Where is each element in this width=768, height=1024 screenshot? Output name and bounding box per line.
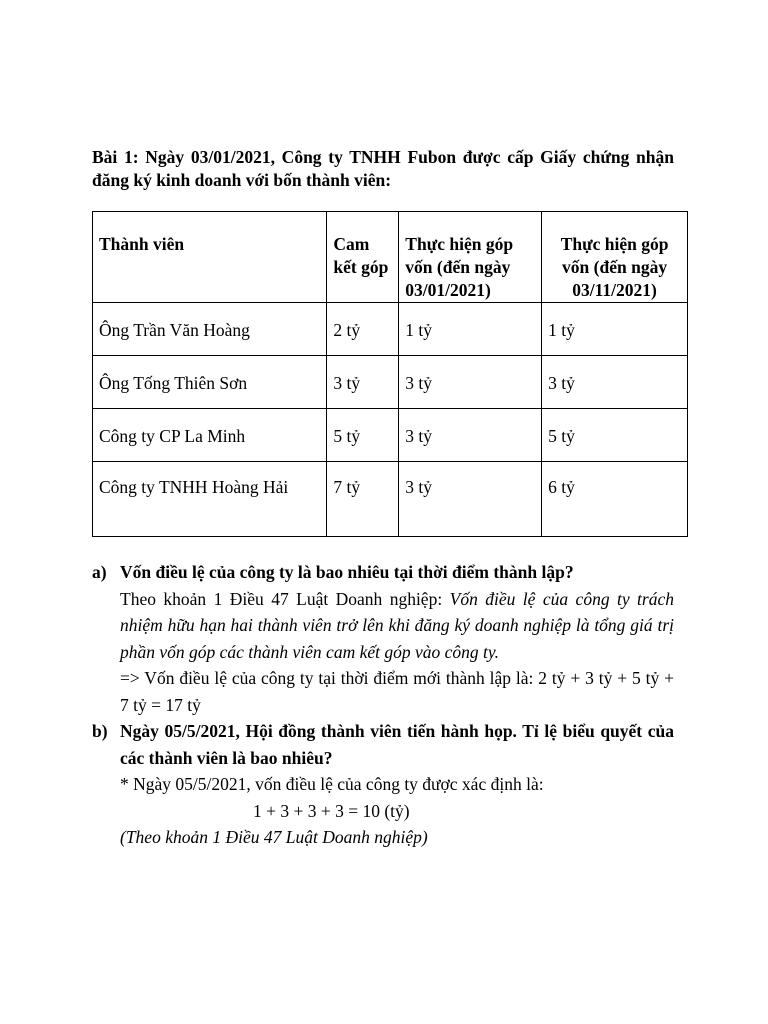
citation-paragraph bbox=[120, 586, 674, 666]
question-text: Ngày 05/5/2021, Hội đồng thành viên tiến hành họp. Tỉ lệ biểu quyết của các thành viên là bao nhiêu? bbox=[120, 721, 674, 768]
header-member: Thành viên bbox=[93, 212, 327, 303]
cell-contributed-jan: 3 tỷ bbox=[399, 356, 542, 409]
question-marker: a) bbox=[92, 562, 107, 582]
cell-committed: 7 tỷ bbox=[327, 462, 399, 537]
cell-member: Công ty TNHH Hoàng Hải bbox=[93, 462, 327, 537]
document-page bbox=[92, 146, 674, 851]
cell-committed: 2 tỷ bbox=[327, 303, 399, 356]
equation-text: 1 + 3 + 3 + 3 = 10 (tỷ) bbox=[253, 800, 410, 821]
cell-member: Ông Tống Thiên Sơn bbox=[93, 356, 327, 409]
cell-member: Ông Trần Văn Hoàng bbox=[93, 303, 327, 356]
citation-prefix: Theo khoản 1 Điều 47 Luật Doanh nghiệp: bbox=[120, 588, 450, 609]
citation-quote: Vốn điều lệ của công ty trách nhiệm hữu hạn hai thành viên trở lên khi đăng ký doanh nghiệp là tổng giá trị phần vốn góp các thành viên cam kết góp vào công ty. bbox=[120, 588, 674, 662]
question-b bbox=[92, 718, 674, 851]
note-text: * Ngày 05/5/2021, vốn điều lệ của công ty được xác định là: bbox=[120, 774, 544, 794]
cell-contributed-jan: 3 tỷ bbox=[399, 409, 542, 462]
table-row bbox=[93, 462, 688, 537]
cell-contributed-jan: 3 tỷ bbox=[399, 462, 542, 537]
question-text: Vốn điều lệ của công ty là bao nhiêu tại thời điểm thành lập? bbox=[120, 562, 574, 582]
table-row bbox=[93, 409, 688, 462]
cell-committed: 5 tỷ bbox=[327, 409, 399, 462]
question-body bbox=[120, 559, 674, 718]
header-committed: Cam kết góp bbox=[327, 212, 399, 303]
cell-member: Công ty CP La Minh bbox=[93, 409, 327, 462]
question-a bbox=[92, 559, 674, 718]
cell-contributed-nov: 6 tỷ bbox=[542, 462, 688, 537]
cell-contributed-nov: 1 tỷ bbox=[542, 303, 688, 356]
cell-contributed-nov: 3 tỷ bbox=[542, 356, 688, 409]
cell-contributed-nov: 5 tỷ bbox=[542, 409, 688, 462]
cell-contributed-jan: 1 tỷ bbox=[399, 303, 542, 356]
exercise-intro: Bài 1: Ngày 03/01/2021, Công ty TNHH Fubon được cấp Giấy chứng nhận đăng ký kinh doanh với bốn thành viên: bbox=[92, 147, 674, 190]
cell-committed: 3 tỷ bbox=[327, 356, 399, 409]
source-text: (Theo khoản 1 Điều 47 Luật Doanh nghiệp) bbox=[120, 827, 428, 847]
table-header-row bbox=[93, 212, 688, 303]
header-contributed-nov: Thực hiện góp vốn (đến ngày 03/11/2021) bbox=[542, 212, 688, 303]
header-contributed-jan: Thực hiện góp vốn (đến ngày 03/01/2021) bbox=[399, 212, 542, 303]
conclusion-text: => Vốn điều lệ của công ty tại thời điểm mới thành lập là: 2 tỷ + 3 tỷ + 5 tỷ + 7 tỷ = 17 tỷ bbox=[120, 668, 674, 715]
members-table bbox=[92, 211, 688, 537]
question-marker: b) bbox=[92, 721, 108, 741]
question-body bbox=[120, 718, 674, 851]
table-row bbox=[93, 356, 688, 409]
table-row bbox=[93, 303, 688, 356]
questions-section bbox=[92, 559, 674, 851]
